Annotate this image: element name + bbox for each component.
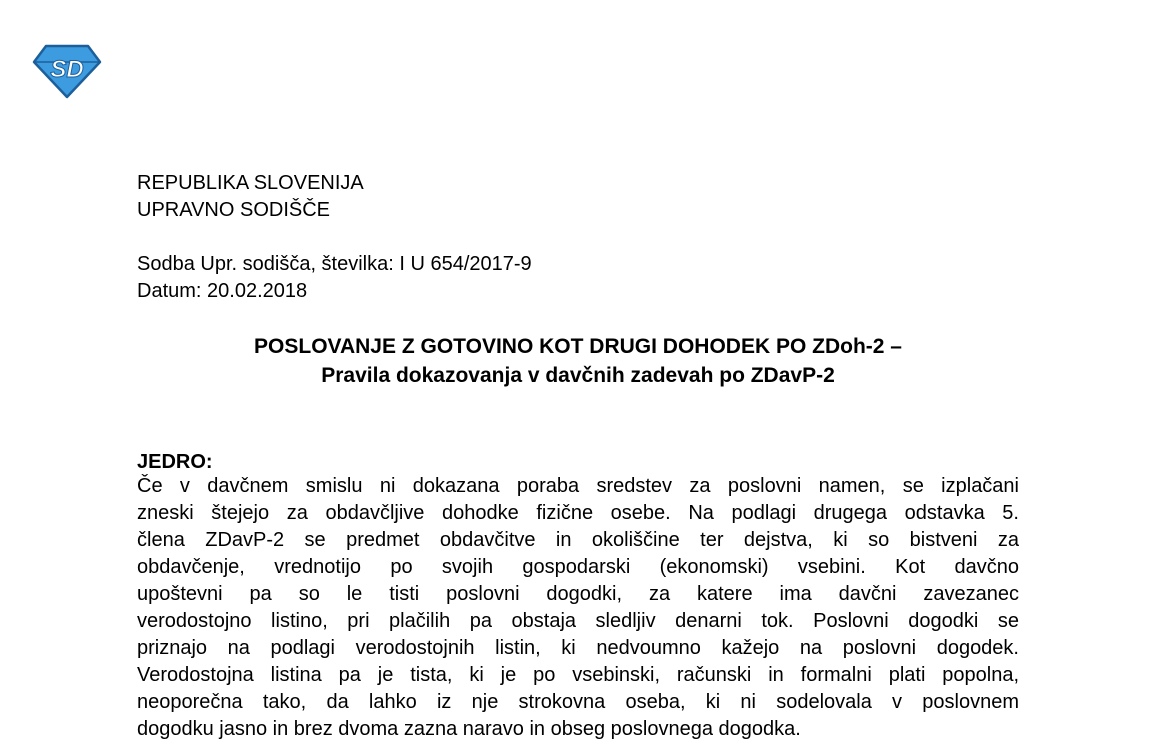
summary-line: dogodku jasno in brez dvoma zazna naravo in obseg poslovnega dogodka. [137,718,801,740]
case-number: Sodba Upr. sodišča, številka: I U 654/2017-9 [137,253,532,275]
title-line-1: POSLOVANJE Z GOTOVINO KOT DRUGI DOHODEK PO ZDoh-2 – [254,335,902,358]
summary-line: Če v davčnem smislu ni dokazana poraba sredstev za poslovni namen, se izplačani [137,475,1019,497]
court-name: UPRAVNO SODIŠČE [137,199,330,221]
title-line-2: Pravila dokazovanja v davčnih zadevah po ZDavP-2 [321,364,835,387]
summary-line: upoštevni pa so le tisti poslovni dogodki, za katere ima davčni zavezanec [137,583,1019,605]
jedro-summary [137,473,1019,743]
court-header [137,170,364,224]
summary-line: neoporečna tako, da lahko iz nje strokovna oseba, ki ni sodelovala v poslovnem [137,691,1019,713]
summary-line: priznajo na podlagi verodostojnih listin, ki nedvoumno kažejo na poslovni dogodek. [137,637,1019,659]
case-meta [137,251,532,305]
jedro-heading: JEDRO: [137,451,213,473]
summary-line: verodostojno listino, pri plačilih pa obstaja sledljiv denarni tok. Poslovni dogodki se [137,610,1019,632]
summary-line: Verodostojna listina pa je tista, ki je po vsebinski, računski in formalni plati popolna, [137,664,1019,686]
republic-name: REPUBLIKA SLOVENIJA [137,172,364,194]
logo-text: SD [50,56,84,83]
judgment-date: Datum: 20.02.2018 [137,280,308,302]
summary-line: zneski štejejo za obdavčljive dohodke fizične osebe. Na podlagi drugega odstavka 5. [137,502,1019,524]
summary-line: obdavčenje, vrednotijo po svojih gospodarski (ekonomski) vsebini. Kot davčno [137,556,1019,578]
summary-line: člena ZDavP-2 se predmet obdavčitve in okoliščine ter dejstva, ki so bistveni za [137,529,1019,551]
document-title [137,332,1019,390]
court-logo-icon [30,40,104,100]
